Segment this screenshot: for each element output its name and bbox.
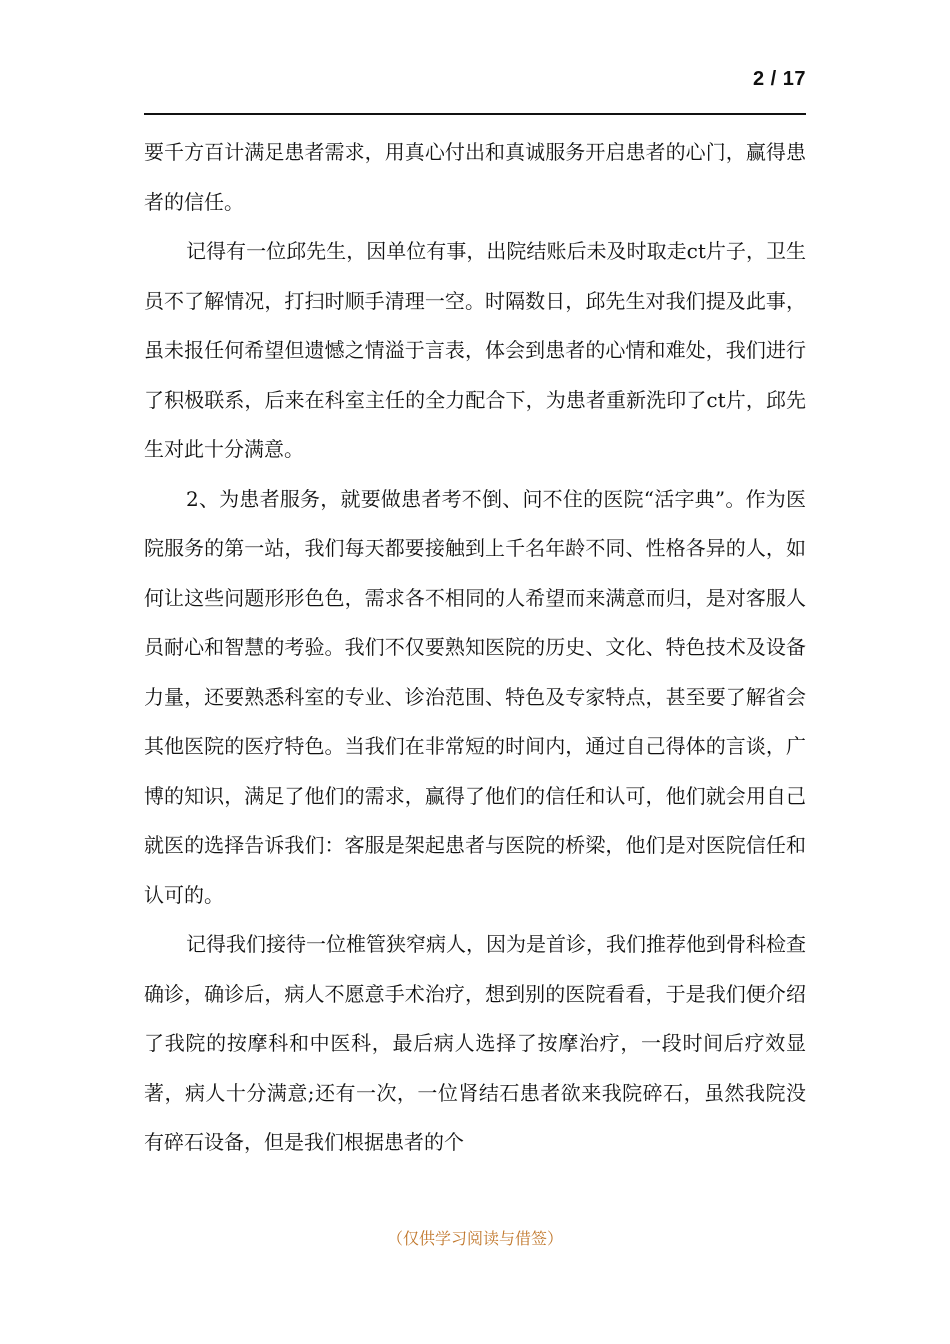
paragraph: 记得有一位邱先生，因单位有事，出院结账后未及时取走ct片子，卫生员不了解情况，打扫时顺手清理一空。时隔数日，邱先生对我们提及此事，虽未报任何希望但遗憾之情溢于言表，体会到患者的心情和难处，我们进行了积极联系，后来在科室主任的全力配合下，为患者重新洗印了ct片，邱先生对此十分满意。 <box>144 239 806 461</box>
paragraph: 2、为患者服务，就要做患者考不倒、问不住的医院“活字典”。作为医院服务的第一站，我们每天都要接触到上千名年龄不同、性格各异的人，如何让这些问题形形色色，需求各不相同的人希望而来满意而归，是对客服人员耐心和智慧的考验。我们不仅要熟知医院的历史、文化、特色技术及设备力量，还要熟悉科室的专业、诊治范围、特色及专家特点，甚至要了解省会其他医院的医疗特色。当我们在非常短的时间内，通过自己得体的言谈，广博的知识，满足了他们的需求，赢得了他们的信任和认可，他们就会用自己就医的选择告诉我们：客服是架起患者与医院的桥梁，他们是对医院信任和认可的。 <box>144 486 806 907</box>
page-number: 2 / 17 <box>752 68 806 90</box>
paragraph: 记得我们接待一位椎管狭窄病人，因为是首诊，我们推荐他到骨科检查确诊，确诊后，病人不愿意手术治疗，想到别的医院看看，于是我们便介绍了我院的按摩科和中医科，最后病人选择了按摩治疗，一段时间后疗效显著，病人十分满意;还有一次，一位肾结石患者欲来我院碎石，虽然我院没有碎石设备，但是我们根据患者的个 <box>144 932 806 1154</box>
document-body <box>144 128 806 1168</box>
paragraph: 要千方百计满足患者需求，用真心付出和真诚服务开启患者的心门，赢得患者的信任。 <box>144 140 806 214</box>
footer-note: （仅供学习阅读与借签） <box>386 1229 563 1248</box>
header-divider <box>144 113 806 115</box>
